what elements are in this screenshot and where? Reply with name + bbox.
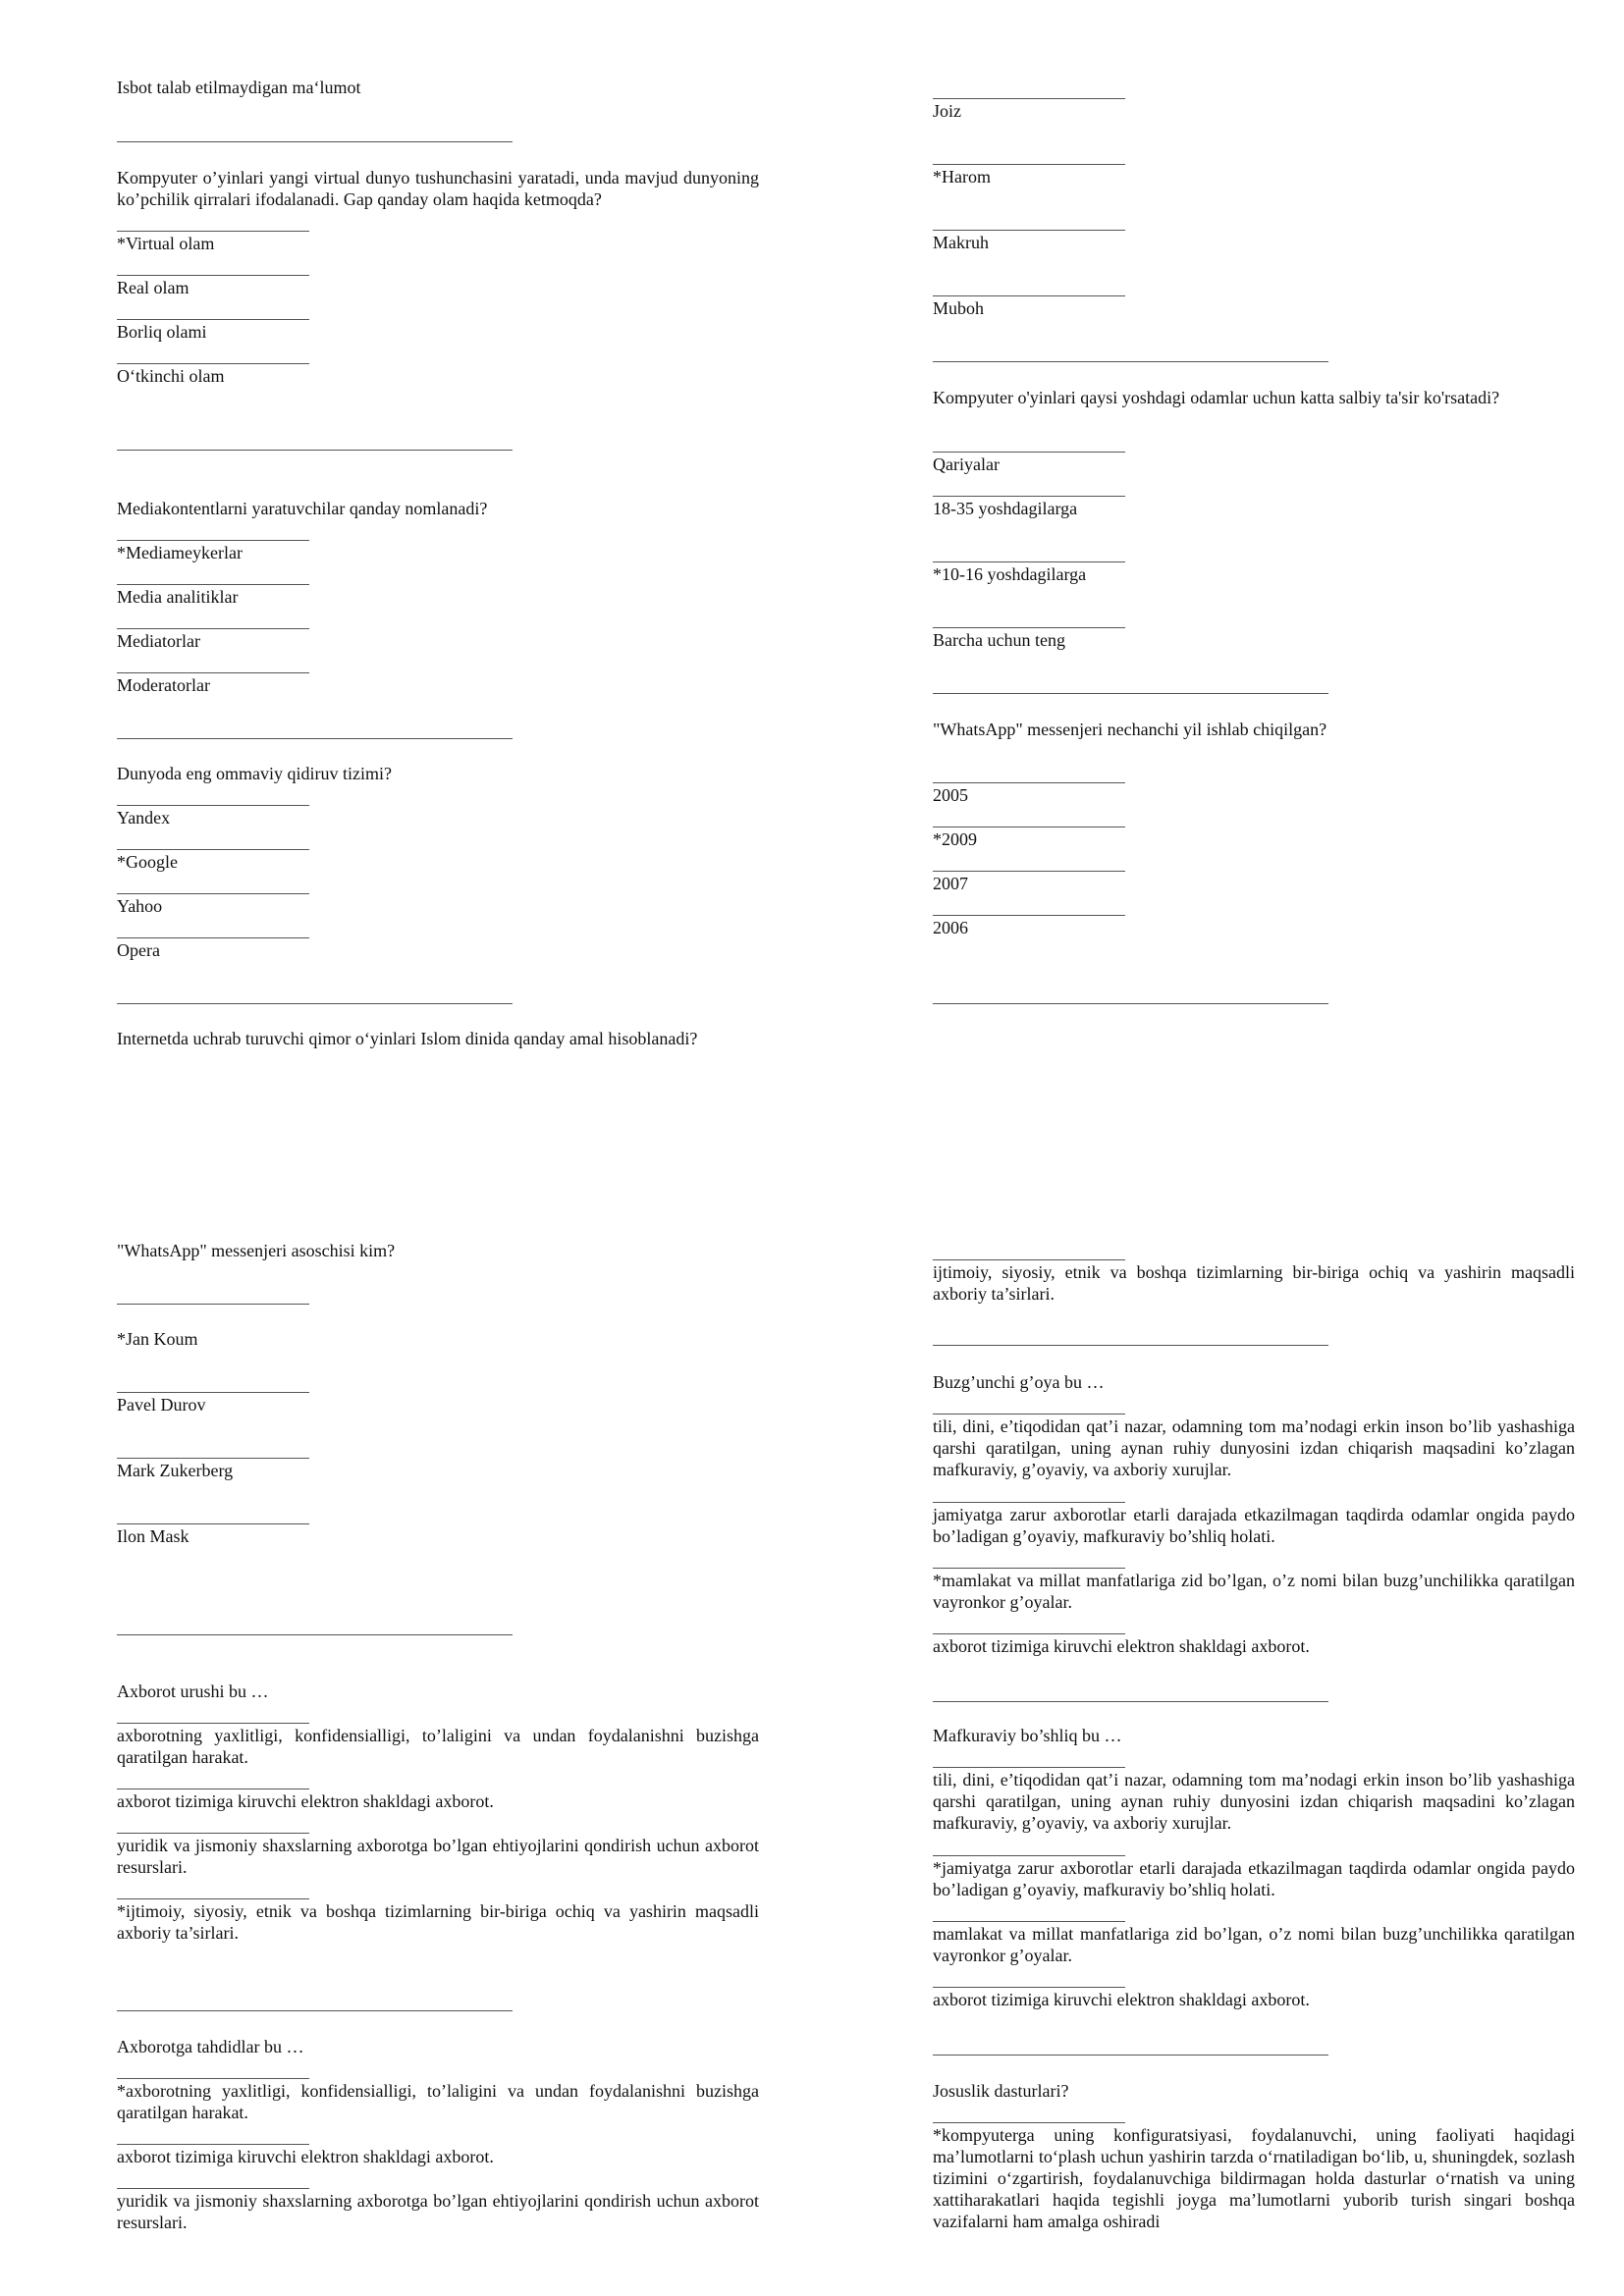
separator: [117, 141, 513, 142]
option: Mediatorlar: [117, 631, 200, 651]
option: *jamiyatga zarur axborotlar etarli darajada etkazilmagan taqdirda odamlar ongida paydo bo’ladigan g’oyaviy, mafkuraviy bo’shliq holati.: [933, 1858, 1575, 1899]
option: *ijtimoiy, siyosiy, etnik va boshqa tizimlarning bir-biriga ochiq va yashirin maqsadli axboriy ta’sirlari.: [117, 1901, 759, 1943]
option-line: [117, 584, 309, 585]
option: 2006: [933, 918, 968, 937]
option-line: [933, 1855, 1125, 1856]
option-line: [933, 1987, 1125, 1988]
separator: [933, 693, 1328, 694]
option: *kompyuterga uning konfiguratsiyasi, foydalanuvchi, uning faoliyati haqidagi ma’lumotlarni to‘plash uchun yashirin tarzda o‘rnatiladigan bo‘lib, u, shuningdek, sozlash tizimini o‘zgartirish, foydalanuvchiga bildirmagan holda dasturlar o‘rnatish va uning xattiharakatlari haqida tegishli joyga ma’lumotlarni yuborib turish singari boshqa vazifalarni ham amalga oshiradi: [933, 2125, 1575, 2231]
separator: [117, 2010, 513, 2011]
option-line: [117, 319, 309, 320]
option: axborot tizimiga kiruvchi elektron shakldagi axborot.: [117, 1791, 494, 1811]
option: tili, dini, e’tiqodidan qat’i nazar, odamning tom ma’nodagi erkin inson bo’lib yashashiga qarshi qaratilgan, uning aynan ruhiy dunyosini izdan chiqarish maqsadini ko’zlagan mafkuraviy, g’oyaviy, va axboriy xurujlar.: [933, 1770, 1575, 1833]
option: yuridik va jismoniy shaxslarning axborotga bo’lgan ehtiyojlarini qondirish uchun axborot resurslari.: [117, 1836, 759, 1877]
question-5: Kompyuter o'yinlari qaysi yoshdagi odamlar uchun katta salbiy ta'sir ko'rsatadi?: [933, 388, 1500, 407]
option-line: [933, 452, 1125, 453]
question-10: Buzg’unchi g’oya bu …: [933, 1372, 1105, 1392]
option-line: [933, 1633, 1125, 1634]
option-line: [933, 1259, 1125, 1260]
option: *Virtual olam: [117, 234, 215, 253]
question-6: "WhatsApp" messenjeri nechanchi yil ishlab chiqilgan?: [933, 720, 1327, 739]
option: axborot tizimiga kiruvchi elektron shakldagi axborot.: [933, 1636, 1310, 1656]
option-line: [117, 1304, 309, 1305]
option-line: [117, 672, 309, 673]
option: jamiyatga zarur axborotlar etarli darajada etkazilmagan taqdirda odamlar ongida paydo bo’ladigan g’oyaviy, mafkuraviy bo’shliq holati.: [933, 1505, 1575, 1546]
option: *Harom: [933, 167, 991, 187]
option-line: [933, 230, 1125, 231]
question-7: "WhatsApp" messenjeri asoschisi kim?: [117, 1241, 396, 1260]
option-line: [117, 540, 309, 541]
separator: [933, 1345, 1328, 1346]
option-line: [117, 231, 309, 232]
option-line: [933, 627, 1125, 628]
option-line: [933, 1568, 1125, 1569]
option-line: [117, 363, 309, 364]
option: mamlakat va millat manfatlariga zid bo’lgan, o’z nomi bilan buzg’unchilikka qaratilgan vayronkor g’oyalar.: [933, 1924, 1575, 1965]
option-line: [933, 871, 1125, 872]
option: Media analitiklar: [117, 587, 239, 607]
question-1: Kompyuter o’yinlari yangi virtual dunyo tushunchasini yaratadi, unda mavjud dunyoning ko’pchilik qirralari ifodalanadi. Gap qanday olam haqida ketmoqda?: [117, 168, 759, 209]
question-9: Axborotga tahdidlar bu …: [117, 2037, 304, 2056]
option-line: [117, 1392, 309, 1393]
separator: [933, 1701, 1328, 1702]
option: Yahoo: [117, 896, 163, 916]
option-line: [933, 915, 1125, 916]
option: O‘tkinchi olam: [117, 366, 225, 386]
option-line: [933, 1921, 1125, 1922]
separator: [117, 1634, 513, 1635]
option-line: [117, 1458, 309, 1459]
option: 2005: [933, 785, 968, 805]
option: Mark Zukerberg: [117, 1461, 234, 1480]
option-line: [117, 1898, 309, 1899]
option: Real olam: [117, 278, 189, 297]
separator: [933, 361, 1328, 362]
option-line: [117, 1523, 309, 1524]
option: Barcha uchun teng: [933, 630, 1065, 650]
option: Moderatorlar: [117, 675, 210, 695]
option: 2007: [933, 874, 968, 893]
question-11: Mafkuraviy bo’shliq bu …: [933, 1726, 1122, 1745]
separator: [933, 1003, 1328, 1004]
question-3: Dunyoda eng ommaviy qidiruv tizimi?: [117, 764, 392, 783]
option: Qariyalar: [933, 454, 1000, 474]
option-line: [117, 2188, 309, 2189]
option: *10-16 yoshdagilarga: [933, 564, 1087, 584]
option: *Mediameykerlar: [117, 543, 243, 562]
option-line: [933, 496, 1125, 497]
option-line: [933, 1502, 1125, 1503]
option: Muboh: [933, 298, 985, 318]
separator: [933, 2055, 1328, 2056]
option: yuridik va jismoniy shaxslarning axborotga bo’lgan ehtiyojlarini qondirish uchun axborot resurslari.: [117, 2191, 759, 2232]
option-line: [933, 561, 1125, 562]
separator: [117, 1003, 513, 1004]
question-12: Josuslik dasturlari?: [933, 2081, 1069, 2101]
option: axborotning yaxlitligi, konfidensialligi, to’laligini va undan foydalanishni buzishga qaratilgan harakat.: [117, 1726, 759, 1767]
option: *mamlakat va millat manfatlariga zid bo’lgan, o’z nomi bilan buzg’unchilikka qaratilgan vayronkor g’oyalar.: [933, 1571, 1575, 1612]
option-line: [933, 1767, 1125, 1768]
option: Makruh: [933, 233, 989, 252]
option-line: [117, 1833, 309, 1834]
option-line: [117, 849, 309, 850]
option-line: [117, 805, 309, 806]
question-2: Mediakontentlarni yaratuvchilar qanday nomlanadi?: [117, 499, 488, 518]
option-line: [933, 2122, 1125, 2123]
option: axborot tizimiga kiruvchi elektron shakldagi axborot.: [933, 1990, 1310, 2009]
option-line: [117, 2078, 309, 2079]
question-8: Axborot urushi bu …: [117, 1682, 269, 1701]
option-line: [933, 164, 1125, 165]
option-line: [117, 2144, 309, 2145]
option: Ilon Mask: [117, 1526, 189, 1546]
option-line: [933, 98, 1125, 99]
option-line: [117, 893, 309, 894]
option: Joiz: [933, 101, 961, 121]
section-header: Isbot talab etilmaydigan ma‘lumot: [117, 78, 361, 97]
question-4: Internetda uchrab turuvchi qimor o‘yinlari Islom dinida qanday amal hisoblanadi?: [117, 1029, 698, 1048]
option: *Google: [117, 852, 178, 872]
option-line: [933, 295, 1125, 296]
option-line: [117, 937, 309, 938]
option-line: [117, 1723, 309, 1724]
option: Pavel Durov: [117, 1395, 206, 1415]
option: Yandex: [117, 808, 171, 828]
separator: [117, 450, 513, 451]
option-line: [933, 827, 1125, 828]
option: 18-35 yoshdagilarga: [933, 499, 1078, 518]
option: tili, dini, e’tiqodidan qat’i nazar, odamning tom ma’nodagi erkin inson bo’lib yashashiga qarshi qaratilgan, uning aynan ruhiy dunyosini izdan chiqarish maqsadini ko’zlagan mafkuraviy, g’oyaviy, va axboriy xurujlar.: [933, 1416, 1575, 1479]
option: Opera: [117, 940, 160, 960]
option: *2009: [933, 829, 977, 849]
option: Borliq olami: [117, 322, 207, 342]
option: ijtimoiy, siyosiy, etnik va boshqa tizimlarning bir-biriga ochiq va yashirin maqsadli axboriy ta’sirlari.: [933, 1262, 1575, 1304]
option-line: [117, 628, 309, 629]
option: *Jan Koum: [117, 1329, 198, 1349]
option-line: [933, 782, 1125, 783]
option-line: [933, 1414, 1125, 1415]
option-line: [117, 275, 309, 276]
option: *axborotning yaxlitligi, konfidensialligi, to’laligini va undan foydalanishni buzishga qaratilgan harakat.: [117, 2081, 759, 2122]
option: axborot tizimiga kiruvchi elektron shakldagi axborot.: [117, 2147, 494, 2166]
separator: [117, 738, 513, 739]
